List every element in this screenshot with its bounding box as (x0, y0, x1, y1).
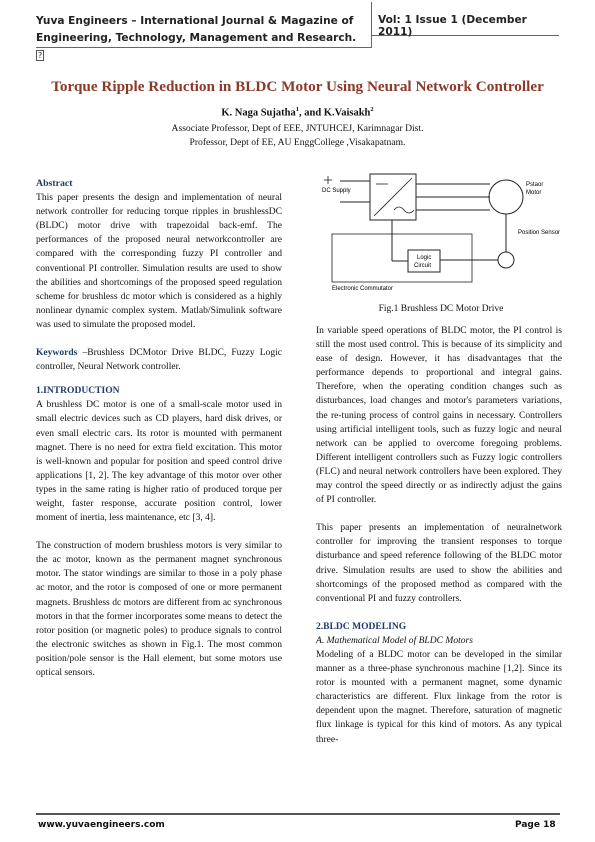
logic-label: Logic (417, 255, 432, 261)
intro-paragraph-1: A brushless DC motor is one of a small-scale motor used in small electric devices such as CD players, hard disk drives, or even small electric cars. Its rotor is mounted with permanent magnet. There is no need for extra field excitation. This motor is well-known and popular for position and speed control drive applications [1, 2]. The key advantage of this motor over other types in the same rating is higher ratio of produced torque per weight, faster response, accurate position control, lower moment of inertia, less maintenance, etc [3, 4]. (36, 399, 282, 524)
journal-title-line2: Engineering, Technology, Management and Research. ? (36, 32, 357, 60)
right-paragraph-2: This paper presents an implementation of neuralnetwork controller for improving the transient responses to torque disturbance and speed reference following of the BLDC motor drive. Simulation results are used to show the abilities and shortcomings of the proposed method as compared with the conventional PI and fuzzy controllers. (316, 522, 562, 604)
authors: K. Naga Sujatha$^1$, and K.Vaisakh$^2$ (221, 106, 374, 119)
figure-caption: Fig.1 Brushless DC Motor Drive (378, 304, 504, 314)
section2-heading: 2.BLDC MODELING (316, 620, 407, 632)
journal-title-line1: Yuva Engineers – International Journal & Magazine of (36, 15, 354, 27)
right-paragraph-1: In variable speed operations of BLDC motor, the PI control is still the most used control. This is because of its simplicity and ease of design. However, it has disadvantages that the performance depends to proportional and integral gains. Therefore, when the operating condition changes such as disturbances, load changes and motor's parameters variations, the re-tuning process of control gains in necessary. Controllers using artificial intelligent tools, such as fuzzy logic and neural network can be applied to overcome foregoing problems. Different intelligent controllers such as Fuzzy logic controllers (FLC) and neural network controllers have been explored. They may control the speed directly or as indirectly adjust the gains of PI controller. (316, 325, 562, 506)
motor-label: Motor (526, 190, 542, 196)
paper-title: Torque Ripple Reduction in BLDC Motor Using Neural Network Controller (51, 78, 544, 95)
motor-label-2: Pstaor (526, 182, 544, 188)
intro-paragraph-2: The construction of modern brushless motors is very similar to the ac motor, known as the permanent magnet synchronous motor. The stator windings are similar to those in a poly phase ac motor, and the rotor is composed of one or more permanent magnets. Brushless dc motors are different from ac synchronous motors in that the former incorporates some means to detect the rotor position (or magnetic poles) to produce signals to control the electronic switches as shown in Fig.1. The most common position/pole sensor is the Hall element, but some motors use optical sensors. (36, 540, 282, 678)
electronic-commutator-label: Electronic Commutator (332, 286, 394, 292)
journal-title (36, 13, 366, 64)
circuit-label: Circuit (414, 263, 432, 269)
footer-website: www.yuvaengineers.com (38, 820, 165, 830)
dc-supply-label: DC Supply (322, 188, 351, 194)
affiliation-2: Professor, Dept of EE, AU EnggCollege ,Visakapatnam. (189, 137, 406, 148)
abstract-heading: Abstract (36, 178, 73, 189)
motor-icon (489, 180, 523, 214)
position-sensor-icon (498, 252, 514, 268)
right-column (316, 324, 562, 747)
electronic-commutator-box (332, 234, 472, 282)
keywords: Keywords –Brushless DCMotor Drive BLDC, Fuzzy Logic controller, Neural Network controller. (36, 347, 282, 373)
position-sensor-label: Position Sensor (518, 230, 560, 236)
affiliation-1: Associate Professor, Dept of EEE, JNTUHCEJ, Karimnagar Dist. (171, 123, 424, 134)
intro-heading: 1.INTRODUCTION (36, 385, 120, 397)
bldc-drive-diagram (320, 172, 560, 302)
abstract-text: This paper presents the design and implementation of neural network controller for reducing torque ripples in brushlessDC (BLDC) motor drive with trapezoidal back-emf. The performances of the proposed neural networkcontroller are compared with the corresponding fuzzy PI controller and conventional PI controller. Simulation results are used to show the abilities and shortcomings of the proposed speed regulation scheme for brushless dc motor which is considered as a highly nonlinear dynamic complex system. Matlab/Simulink software was used to simulate the proposed model. (36, 192, 282, 330)
left-column (36, 177, 282, 680)
section2-subheading: A. Mathematical Model of BLDC Motors (316, 634, 473, 646)
footer-rule (36, 813, 560, 815)
issue-info: Vol: 1 Issue 1 (December 2011) (371, 8, 559, 36)
page-number: Page 18 (515, 820, 556, 830)
section2-paragraph-1: Modeling of a BLDC motor can be developed in the similar manner as a three-phase synchronous machine [1,2]. Since its rotor is mounted with a permanent magnet, some dynamic characteristics are different. Flux linkage from the rotor is dependent upon the magnet. Therefore, saturation of magnetic flux linkage is typical for this kind of motors. As any typical three- (316, 648, 562, 745)
header-rule (36, 47, 372, 48)
